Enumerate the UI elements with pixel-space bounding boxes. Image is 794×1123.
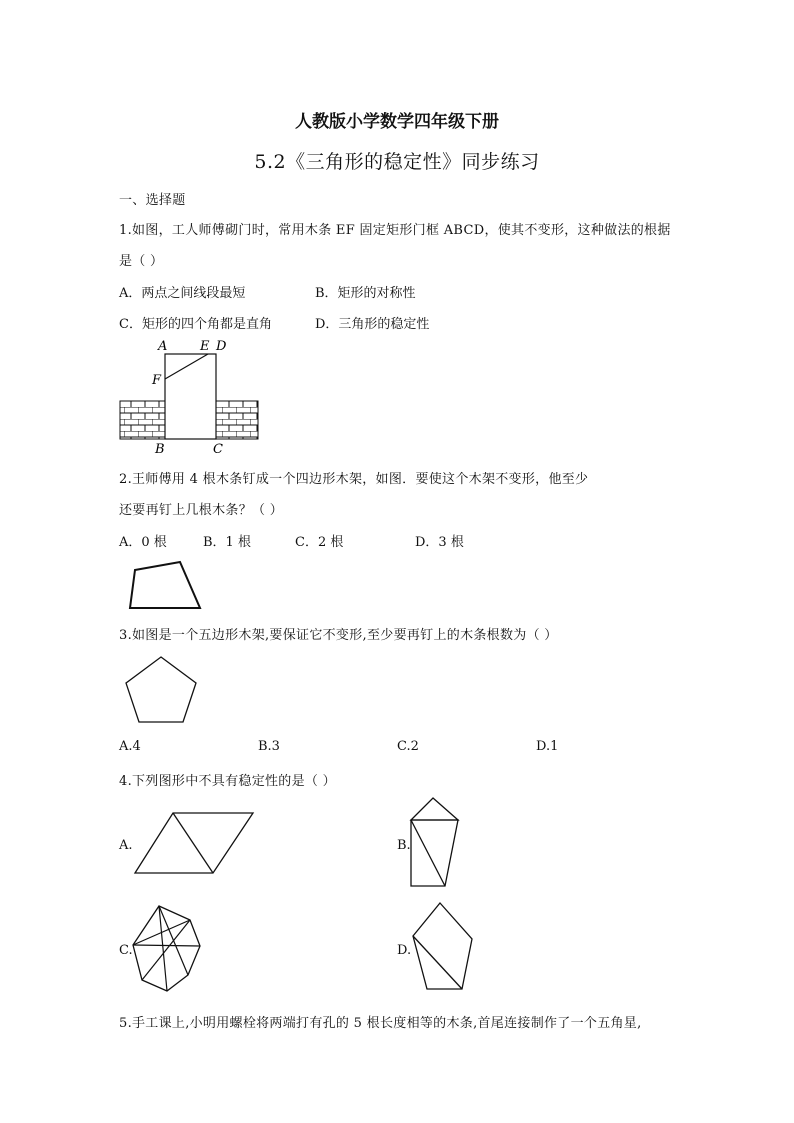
- question-4-option-b[interactable]: B.: [397, 838, 411, 853]
- label-c: C: [213, 442, 223, 457]
- label-d: D: [216, 339, 227, 354]
- question-1-option-d[interactable]: D．三角形的稳定性: [315, 317, 430, 332]
- question-5-stem: 5.手工课上,小明用螺栓将两端打有孔的 5 根长度相等的木条,首尾连接制作了一个五角星,: [119, 1016, 642, 1031]
- question-2-option-a[interactable]: A．0 根: [119, 535, 167, 550]
- page-title: 人教版小学数学四年级下册: [295, 112, 499, 132]
- question-4-figure-d-pentagon: [410, 900, 480, 992]
- section-label: 一、选择题: [119, 193, 186, 208]
- question-2-option-b[interactable]: B．1 根: [203, 535, 251, 550]
- page-subtitle: 5.2《三角形的稳定性》同步练习: [254, 151, 540, 173]
- question-4-stem: 4.下列图形中不具有稳定性的是（ ）: [119, 774, 336, 789]
- question-4-figure-c-hexagon: [128, 903, 206, 995]
- left-brick-wall: [120, 401, 165, 439]
- question-2-option-c[interactable]: C．2 根: [295, 535, 344, 550]
- question-1-door-figure: [110, 335, 270, 460]
- question-4-option-c[interactable]: C.: [119, 943, 133, 958]
- question-3-option-d[interactable]: D.1: [536, 739, 559, 754]
- question-4-option-d[interactable]: D.: [397, 943, 412, 958]
- question-1-option-b[interactable]: B．矩形的对称性: [315, 286, 416, 301]
- label-e: E: [200, 339, 210, 354]
- question-3-stem: 3.如图是一个五边形木架,要保证它不变形,至少要再钉上的木条根数为（ ）: [119, 628, 558, 643]
- question-2-stem-line2: 还要再钉上几根木条？（ ）: [119, 503, 284, 518]
- question-1-option-c[interactable]: C．矩形的四个角都是直角: [119, 317, 272, 332]
- question-4-option-a[interactable]: A.: [119, 838, 133, 853]
- question-3-option-c[interactable]: C.2: [397, 739, 419, 754]
- right-brick-wall: [216, 401, 258, 439]
- question-4-figure-a-parallelogram: [133, 810, 258, 876]
- question-2-option-d[interactable]: D．3 根: [415, 535, 464, 550]
- question-3-pentagon-figure: [122, 654, 202, 726]
- question-1-stem-line2: 是（ ）: [119, 254, 164, 269]
- question-1-option-a[interactable]: A．两点之间线段最短: [119, 286, 246, 301]
- label-f: F: [152, 373, 162, 388]
- label-b: B: [155, 442, 165, 457]
- door-frame-abcd: [165, 354, 216, 439]
- question-1-stem-line1: 1.如图，工人师傅砌门时，常用木条 EF 固定矩形门框 ABCD，使其不变形，这种做法的根据: [119, 223, 671, 238]
- question-3-option-b[interactable]: B.3: [258, 739, 280, 754]
- question-2-quadrilateral-figure: [125, 558, 205, 613]
- question-4-figure-b-house: [408, 795, 468, 890]
- question-2-stem-line1: 2.王师傅用 4 根木条钉成一个四边形木架，如图．要使这个木架不变形，他至少: [119, 472, 589, 487]
- question-3-option-a[interactable]: A.4: [119, 739, 141, 754]
- label-a: A: [158, 339, 168, 354]
